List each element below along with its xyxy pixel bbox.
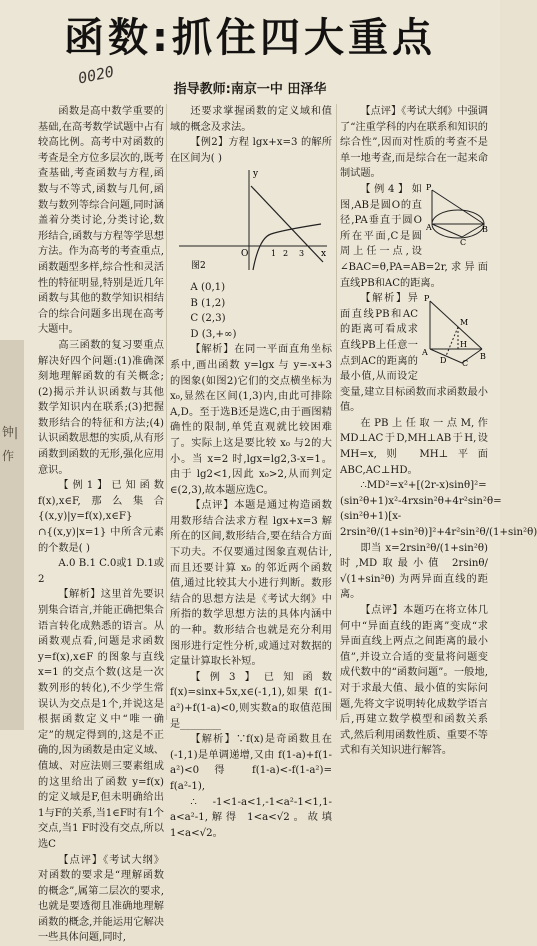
function-graph-figure (170, 166, 332, 274)
example-3-result: ∴ -1<1-a<1,-1<a²-1<1,1-a<a²-1,解得 1<a<√2。故填 1<a<√2。 (170, 795, 332, 842)
left-edge-text: 钟|作 (2, 420, 18, 468)
point-label: P (426, 183, 432, 192)
column-3 (340, 104, 488, 724)
proof-figure (422, 293, 488, 367)
column-1 (38, 104, 164, 724)
example-4-analysis: 【解析】异面直线PB和AC的距离可看成求直线PB上任意一点到AC的距离的最小值,从而设定变量,建立目标函数而求函数最小值。 (340, 291, 488, 416)
point-label: A (421, 348, 428, 357)
tick-label: 2 (283, 249, 288, 258)
point-label: B (480, 352, 486, 361)
example-2-analysis-body: 【解析】在同一平面直角坐标系中,画出函数 y=lgx 与 y=-x+3 的图象(如图2)它们的交点横坐标为 x₀,显然在区间(1,3)内,由此可排除A,D。至于选B还是选C,由于画图精确性的限制,单凭直观就比较困难了。实际上这是要比较 x₀ 与2的大小。当 x=2 时,lgx=lg2,3-x=1。由于 lg2<1,因此 x₀>2,从而判定 ∈(2,3),故本题应选C。 (170, 342, 332, 498)
example-4-result: 即当 x=2rsin²θ/(1+sin²θ) 时,MD取最小值 2rsinθ/√(1+sin²θ) 为两异面直线的距离。 (340, 541, 488, 603)
example-1-comment: 【点评】《考试大纲》对函数的要求是“理解函数的概念”,属第二层次的要求,也就是要透彻且准确地理解函数的概念,并能运用它解决一些具体问题,同时, (38, 853, 164, 946)
point-label: C (460, 238, 466, 247)
paragraph: 函数是高中数学重要的基础,在高考数学试题中占有较高比例。高考中对函数的考查是全方位多层次的,既考查基础,考查函数与方程,函数与不等式,函数与几何,函数与数列等综合问题,同时涵盖着分类讨论,分类讨论,数形结合,函数与方程等学思想方法。作为高考的考查重点,函数题型多样,综合性和灵活性的特征明显,特别是近几年函数与其他的数学知识相结合的综合问题多出现在高考大题中。 (38, 104, 164, 338)
example-4: 【例4】如图,AB是圆O的直径,PA垂直于圆O所在平面,C是圆周上任一点,设∠BAC=θ,PA=AB=2r,求异面直线PB和AC的距离。 (340, 182, 488, 291)
example-2-comment: 【点评】本题是通过构造函数用数形结合法求方程 lgx+x=3 解所在的区间,数形结合,要在结合方面下功夫。不仅要通过图象直观估计,而且还要计算 x₀ 的邻近两个函数值,通过比较其大小进行判断。数形结合的思想方法是《考试大纲》中所指的数学思想方法的具体内涵中的一种。数形结合也就是充分利用图形进行定性分析,或通过对数据的定量计算取长补短。 (170, 498, 332, 670)
example-2-option: B (1,2) (170, 296, 332, 312)
column-2 (170, 104, 332, 724)
point-label: D (440, 356, 446, 365)
article-author: 指导教师:南京一中 田泽华 (0, 78, 500, 97)
example-2-option: D (3,+∞) (170, 327, 332, 343)
column-divider (336, 104, 337, 720)
example-1-analysis: 【解析】这里首先要识别集合语言,并能正确把集合语言转化成熟悉的语言。从函数观点看,问题是求函数 y=f(x),x∈F 的图象与直线 x=1 的交点个数(这是一次数列形的转化),不少学生常误认为交点是1个,并说这是根据函数定义中“唯一确定”的规定得到的,这是不正确的,因为函数是由定义域、值域、对应法则三要素组成的这里给出了函数 y=f(x) 的定义域是F,但未明确给出1与F的关系,当1∈F时有1个交点,当1 F时没有交点,所以选C (38, 587, 164, 852)
point-label: P (424, 294, 430, 303)
circle-figure (426, 184, 488, 246)
axis-label-x: x (321, 249, 326, 259)
example-3: 【例3】已知函数 f(x)=sinx+5x,x∈(-1,1),如果 f(1-a²)+f(1-a)<0,则实数a的取值范围是________ (170, 670, 332, 732)
tick-label: 1 (271, 249, 276, 258)
example-1: 【例1】已知函数 f(x),x∈F,那么集合{(x,y)|y=f(x),x∈F}∩{(x,y)|x=1} 中所含元素的个数是( ) (38, 478, 164, 556)
article-title: 函数:抓住四大重点 (0, 6, 500, 63)
example-4-comment: 【点评】本题巧在将立体几何中“异面直线的距离”变成“求异面直线上两点之间距离的最小值”,并设立合适的变量将问题变成代数中的“函数问题”。一般地,对于求最大值、最小值的实际问题,先将文字说明转化成数学语言后,再建立数学模型和函数关系式,然后利用函数性质、重要不等式和有关知识进行解答。 (340, 603, 488, 759)
left-page-edge (0, 340, 24, 730)
example-2-option: C (2,3) (170, 311, 332, 327)
figure-caption: 图2 (191, 260, 206, 271)
point-label: B (482, 225, 488, 234)
example-2-analysis: A (0,1) (170, 280, 332, 296)
log-curve (253, 224, 321, 270)
example-3-analysis: 【解析】∵f(x)是奇函数且在(-1,1)是单调递增,又由 f(1-a)+f(1-a²)<0 得 f(1-a)<-f(1-a²)= f(a²-1), (170, 732, 332, 794)
example-1-options: A.0 B.1 C.0或1 D.1或2 (38, 556, 164, 587)
column-divider (166, 104, 167, 720)
point-label: C (462, 359, 468, 368)
example-2: 【例2】方程 lgx+x=3 的解所在区间为( ) (170, 135, 332, 166)
origin-label: O (241, 249, 248, 259)
handwritten-stamp: 0020 (77, 62, 116, 87)
point-label: M (460, 318, 468, 327)
example-3-comment: 【点评】《考试大纲》中强调了“注重学科的内在联系和知识的综合性”,因而对性质的考查不是单一地考查,而是综合在一起来命制试题。 (340, 104, 488, 182)
paragraph: 高三函数的复习要重点解决好四个问题:(1)准确深刻地理解函数的有关概念;(2)揭示并认识函数与其他数学知识内在联系;(3)把握数形结合的特征和方法;(4)认识函数思想的实质,从有形函数到函数的无形,强化应用意识。 (38, 338, 164, 478)
tick-label: 3 (299, 249, 304, 258)
axis-label-y: y (252, 169, 259, 179)
paragraph: 还要求掌握函数的定义域和值域的概念及求法。 (170, 104, 332, 135)
point-label: H (460, 340, 467, 349)
point-label: A (425, 223, 432, 232)
example-4-setup: 在PB上任取一点M,作MD⊥AC于D,MH⊥AB于H,设 MH=x,则 MH⊥平面ABC,AC⊥HD。 (340, 416, 488, 478)
example-4-equation: ∴MD²=x²+[(2r-x)sinθ]²=(sin²θ+1)x²-4rxsin²θ+4r²sin²θ=(sin²θ+1)[x-2rsin²θ/(1+sin²θ)]²+4r²sin²θ/(1+sin²θ) (340, 478, 488, 540)
